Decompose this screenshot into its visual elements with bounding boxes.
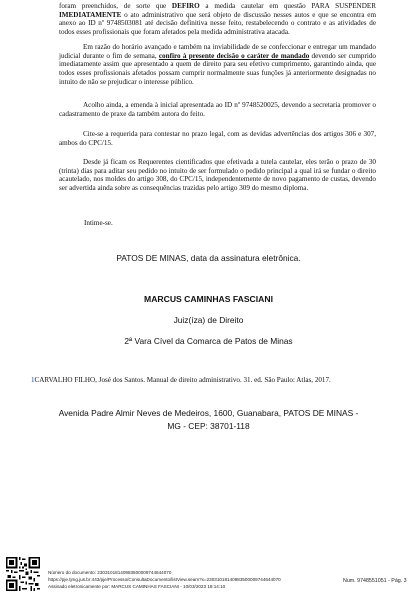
paragraph-mandado [59,43,376,87]
bold-imediatamente: IMEDIATAMENTE [59,10,122,19]
address-line-1: Avenida Padre Almir Neves de Medeiros, 1600, Guanabara, PATOS DE MINAS - [58,408,359,418]
footnote [31,376,331,384]
paragraph-cite: Cite-se a requerida para contestar no prazo legal, com as devidas advertências dos artigos 306 e 307, ambos do CPC/15. [59,130,376,147]
intime-text: Intime-se. [84,219,113,227]
text-run: foram preenchidos, de sorte que [59,2,172,10]
signed-by: Assinado eletronicamente por: MARCUS CAMINHAS FASCIANI - 10/03/2023 18:14:10 [48,584,226,589]
text-run: Em razão do horário avançado e também na inviabilidade de se confeccionar e entregar um mandado judicial durante o fim de semana, [59,43,376,60]
bold-defiro: DEFIRO [171,2,200,10]
court-name: 2ª Vara Cível da Comarca de Patos de Minas [124,336,293,346]
text-run: a medida cautelar em questão PARA SUSPENDER [199,2,376,10]
doc-number: Número do documento: 23031018140983500009744644070 [48,570,172,575]
page-number: Num. 9748551051 - Pág. 3 [343,578,407,584]
address-line-2: MG - CEP: 38701-118 [167,421,250,431]
signer-role: Juiz(íza) de Direito [173,315,244,325]
location-date: PATOS DE MINAS, data da assinatura eletrônica. [116,253,301,263]
doc-url[interactable]: https://pje.tjmg.jus.br:443/pje/Processo/ConsultaDocumento/listView.seam?x=23031018140983500009744644070 [48,577,281,582]
text-run: o ato administrativo que será objeto de discussão nesses autos e que se encontra em anexo ao ID nº 9748503081 até decisão definitiva nesse feito, restabelecendo o contrato e as atividades de todos esses profissionais que foram afetados pela medida administrativa atacada. [59,10,376,37]
paragraph-decision [59,2,376,37]
text-run: devendo ser cumprido imediatamente assim que apresentado a quem de direito para seu efetivo cumprimento, garantindo ainda, que todos esses profissionais afetados possam cumprir normalmente suas funções já anteriormente designadas no intuito de não se prejudicar o interesse público. [59,51,376,86]
footnote-marker: 1 [31,376,35,384]
underlined-mandado: confiro à presente decisão o caráter de mandado [158,51,310,60]
qr-code-icon [6,557,40,591]
paragraph-prazo: Desde já ficam os Requerentes cientificados que efetivada a tutela cautelar, eles terão o prazo de 30 (trinta) dias para aditar seu pedido no intuito de ser formulado o pedido principal a qual irá se fundar o direito acautelado, nos moldes do artigo 308, do CPC/15, independentemente de novo pagamento de custas, devendo ser advertida ainda sobre as consequências trazidas pelo artigo 309 do mesmo diploma. [59,158,376,193]
signer-name: MARCUS CAMINHAS FASCIANI [144,294,273,304]
paragraph-emenda: Acolho ainda, a emenda à inicial apresentada ao ID nº 9748520025, devendo a secretaria promover o cadastramento de praxe da também autora do feito. [59,101,376,118]
footnote-text: CARVALHO FILHO, José dos Santos. Manual de direito administrativo. 31. ed. São Paulo: Atlas, 2017. [34,376,331,384]
